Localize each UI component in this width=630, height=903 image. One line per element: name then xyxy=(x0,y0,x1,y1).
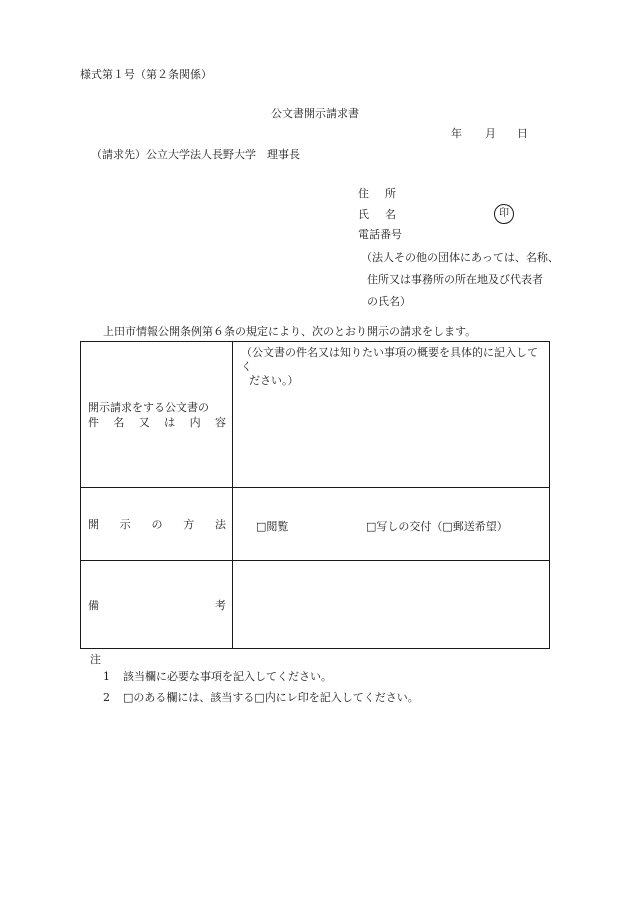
request-table xyxy=(80,341,550,649)
method-label-cell xyxy=(81,488,233,561)
table-row-subject xyxy=(81,342,550,488)
method-label: 開 示 の 方 法 xyxy=(88,518,226,531)
note-item: 2 □のある欄には、該当する□内にレ印を記入してください。 xyxy=(103,691,419,704)
remarks-field[interactable] xyxy=(233,561,550,649)
table-row-method xyxy=(81,488,550,561)
view-checkbox-option[interactable]: □閲覧 xyxy=(256,520,289,533)
copy-checkbox-option[interactable]: □写しの交付（□郵送希望） xyxy=(366,520,508,533)
organization-note-line: （法人その他の団体にあっては、名称、 xyxy=(361,251,559,264)
date-day-label: 日 xyxy=(517,127,528,140)
subject-label: 開示請求をする公文書の 件 名 又 は 内 容 xyxy=(88,400,226,429)
phone-label: 電話番号 xyxy=(358,228,402,241)
subject-field[interactable]: （公文書の件名又は知りたい事項の概要を具体的に記入してく ださい。） xyxy=(233,342,550,488)
document-title: 公文書開示請求書 xyxy=(271,107,359,120)
request-statement: 上田市情報公開条例第６条の規定により、次のとおり開示の請求をします。 xyxy=(103,325,477,338)
organization-note xyxy=(361,247,561,313)
table-row-remarks xyxy=(81,561,550,649)
method-options-cell xyxy=(233,488,550,561)
seal-mark: 印 xyxy=(494,204,514,224)
date-year-label: 年 xyxy=(451,127,462,140)
notes-heading: 注 xyxy=(90,653,101,666)
organization-note-line: 住所又は事務所の所在地及び代表者 xyxy=(367,273,543,286)
organization-note-line: の氏名） xyxy=(367,295,411,308)
note-item: 1 該当欄に必要な事項を記入してください。 xyxy=(103,670,332,683)
name-label: 氏 名 xyxy=(358,208,396,221)
remarks-label-cell xyxy=(81,561,233,649)
date-month-label: 月 xyxy=(485,127,496,140)
recipient: （請求先）公立大学法人長野大学 理事長 xyxy=(91,148,300,161)
subject-label-cell xyxy=(81,342,233,488)
address-label: 住 所 xyxy=(358,187,396,200)
remarks-label: 備 考 xyxy=(88,598,226,612)
form-number: 様式第１号（第２条関係） xyxy=(80,68,212,81)
